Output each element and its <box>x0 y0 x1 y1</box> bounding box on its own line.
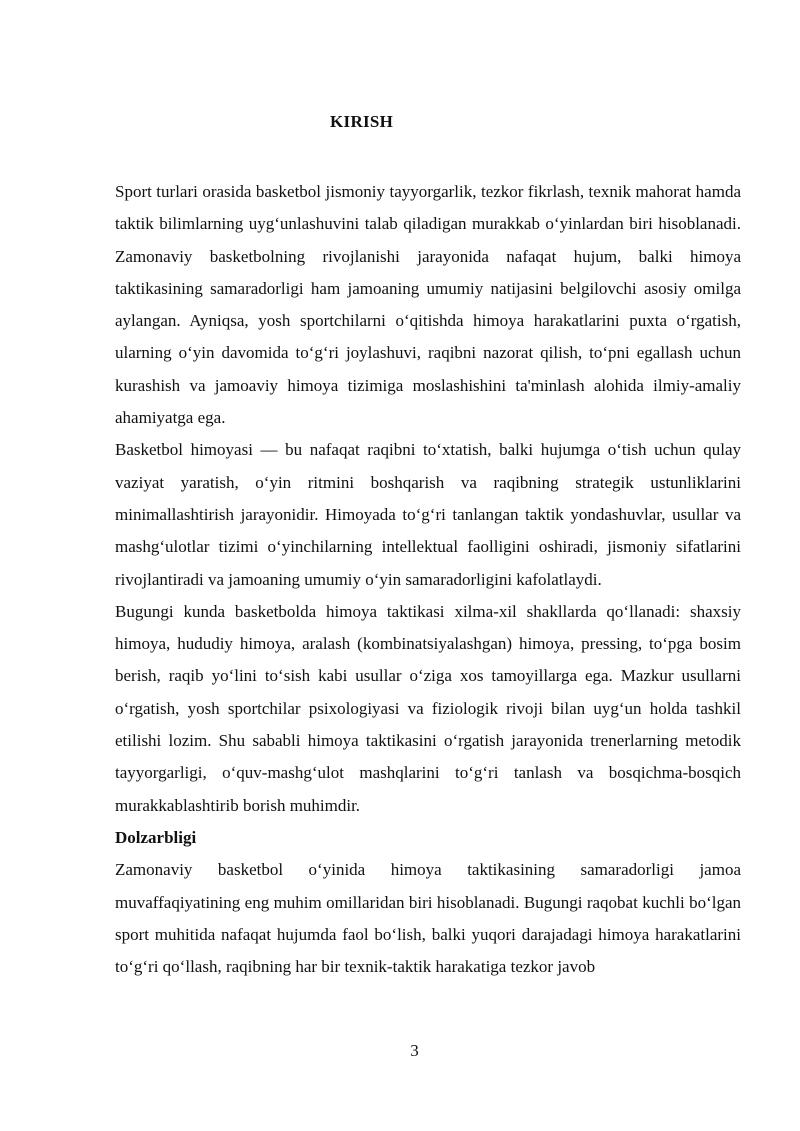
paragraph-defense-definition: Basketbol himoyasi — bu nafaqat raqibni to‘xtatish, balki hujumga o‘tish uchun qulay vaziyat yaratish, o‘yin ritmini boshqarish va raqibning strategik ustunliklarini minimallashtirish jarayonidir. Himoyada to‘g‘ri tanlangan taktik yondashuvlar, usullar va mashg‘ulotlar tizimi o‘yinchilarning intellektual faolligini oshiradi, jismoniy sifatlarini rivojlantiradi va jamoaning umumiy o‘yin samaradorligini kafolatlaydi. <box>115 440 741 589</box>
page-title: KIRISH <box>330 112 394 131</box>
paragraph-intro: Sport turlari orasida basketbol jismoniy tayyorgarlik, tezkor fikrlash, texnik mahorat hamda taktik bilimlarning uyg‘unlashuvini talab qiladigan murakkab o‘yinlardan biri hisoblanadi. Zamonaviy basketbolning rivojlanishi jarayonida nafaqat hujum, balki himoya taktikasining samaradorligi ham jamoaning umumiy natijasini belgilovchi asosiy omilga aylangan. Ayniqsa, yosh sportchilarni o‘qitishda himoya harakatlarini puxta o‘rgatish, ularning o‘yin davomida to‘g‘ri joylashuvi, raqibni nazorat qilish, to‘pni egallash uchun kurashish va jamoaviy himoya tizimiga moslashishini ta'minlash alohida ilmiy-amaliy ahamiyatga ega. <box>115 182 741 428</box>
body-text <box>115 176 741 983</box>
section-heading-relevance: Dolzarbligi <box>115 827 197 847</box>
paragraph-defense-types: Bugungi kunda basketbolda himoya taktikasi xilma-xil shakllarda qo‘llanadi: shaxsiy himoya, hududiy himoya, aralash (kombinatsiyalashgan) himoya, pressing, to‘pga bosim berish, raqib yo‘lini to‘sish kabi usullar o‘ziga xos tamoyillarga ega. Mazkur usullarni o‘rgatish, yosh sportchilar psixologiyasi va fiziologik rivoji bilan uyg‘un holda tashkil etilishi lozim. Shu sababli himoya taktikasini o‘rgatish jarayonida trenerlarning metodik tayyorgarligi, o‘quv-mashg‘ulot mashqlarini to‘g‘ri tanlash va bosqichma-bosqich murakkablashtirib borish muhimdir. <box>115 601 741 815</box>
page-number: 3 <box>410 1041 419 1060</box>
paragraph-relevance: Zamonaviy basketbol o‘yinida himoya taktikasining samaradorligi jamoa muvaffaqiyatining eng muhim omillaridan biri hisoblanadi. Bugungi raqobat kuchli bo‘lgan sport muhitida nafaqat hujumda faol bo‘lish, balki yuqori darajadagi himoya harakatlarini to‘g‘ri qo‘llash, raqibning har bir texnik-taktik harakatiga tezkor javob <box>115 860 741 977</box>
